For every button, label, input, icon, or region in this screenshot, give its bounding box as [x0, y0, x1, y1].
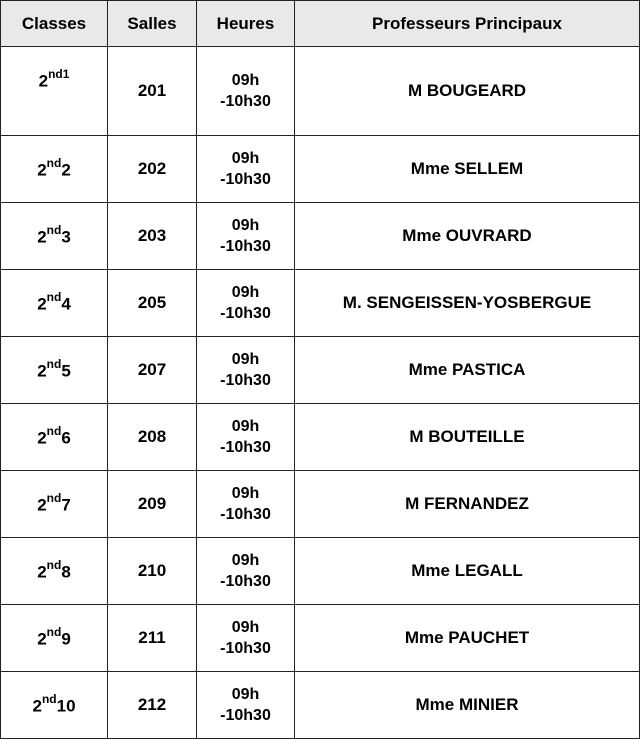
- class-base: 2: [37, 495, 47, 515]
- time-start: 09h: [231, 686, 260, 703]
- time-start: 09h: [231, 150, 260, 167]
- time-end: -10h30: [220, 372, 271, 389]
- table-row: [1, 270, 640, 337]
- class-cell: [1, 203, 108, 270]
- room-cell: 208: [108, 404, 197, 471]
- class-cell: [1, 605, 108, 672]
- class-suffix: nd: [41, 691, 57, 706]
- teacher-cell: Mme PASTICA: [295, 337, 640, 404]
- class-number: 4: [61, 294, 71, 314]
- class-cell: [1, 47, 108, 136]
- class-base: 2: [37, 428, 47, 448]
- class-number: 5: [61, 361, 71, 381]
- class-suffix: nd: [46, 356, 62, 371]
- class-base: 2: [37, 227, 47, 247]
- time-cell: [197, 270, 295, 337]
- room-cell: 212: [108, 672, 197, 739]
- room-cell: 203: [108, 203, 197, 270]
- time-cell: [197, 471, 295, 538]
- class-base: 2: [37, 160, 47, 180]
- time-cell: [197, 672, 295, 739]
- time-end: -10h30: [220, 640, 271, 657]
- table-row: [1, 672, 640, 739]
- class-base: 2: [37, 629, 47, 649]
- time-cell: [197, 203, 295, 270]
- table-row: [1, 337, 640, 404]
- teacher-cell: M. SENGEISSEN-YOSBERGUE: [295, 270, 640, 337]
- time-cell: [197, 47, 295, 136]
- class-suffix: nd: [46, 289, 62, 304]
- time-end: -10h30: [220, 573, 271, 590]
- class-suffix: nd: [46, 155, 62, 170]
- time-start: 09h: [231, 552, 260, 569]
- table-row: [1, 47, 640, 136]
- time-end: -10h30: [220, 506, 271, 523]
- teacher-cell: Mme MINIER: [295, 672, 640, 739]
- header-heures: Heures: [197, 1, 295, 47]
- teacher-cell: M FERNANDEZ: [295, 471, 640, 538]
- teacher-cell: Mme SELLEM: [295, 136, 640, 203]
- class-cell: [1, 270, 108, 337]
- time-cell: [197, 538, 295, 605]
- time-end: -10h30: [220, 305, 271, 322]
- time-end: -10h30: [220, 171, 271, 188]
- class-number: 10: [56, 696, 76, 716]
- class-cell: [1, 672, 108, 739]
- class-base: 2: [38, 71, 49, 91]
- teacher-cell: Mme OUVRARD: [295, 203, 640, 270]
- room-cell: 201: [108, 47, 197, 136]
- room-cell: 209: [108, 471, 197, 538]
- time-start: 09h: [231, 72, 260, 89]
- teacher-cell: Mme LEGALL: [295, 538, 640, 605]
- time-end: -10h30: [220, 93, 271, 110]
- class-suffix: nd: [46, 624, 62, 639]
- room-cell: 211: [108, 605, 197, 672]
- class-number: 6: [61, 428, 71, 448]
- time-cell: [197, 404, 295, 471]
- header-row: [1, 1, 640, 47]
- time-start: 09h: [231, 351, 260, 368]
- class-cell: [1, 404, 108, 471]
- class-cell: [1, 136, 108, 203]
- table-row: [1, 203, 640, 270]
- class-base: 2: [37, 562, 47, 582]
- header-salles: Salles: [108, 1, 197, 47]
- time-start: 09h: [231, 217, 260, 234]
- class-suffix: nd: [46, 222, 62, 237]
- time-start: 09h: [231, 284, 260, 301]
- class-base: 2: [32, 696, 42, 716]
- time-start: 09h: [231, 619, 260, 636]
- class-suffix: nd1: [48, 67, 70, 81]
- class-cell: [1, 471, 108, 538]
- time-cell: [197, 605, 295, 672]
- header-classes: Classes: [1, 1, 108, 47]
- time-start: 09h: [231, 418, 260, 435]
- class-number: 3: [61, 227, 71, 247]
- header-professeurs: Professeurs Principaux: [295, 1, 640, 47]
- time-end: -10h30: [220, 238, 271, 255]
- table-row: [1, 136, 640, 203]
- time-end: -10h30: [220, 707, 271, 724]
- teacher-cell: M BOUGEARD: [295, 47, 640, 136]
- class-suffix: nd: [46, 423, 62, 438]
- time-end: -10h30: [220, 439, 271, 456]
- class-suffix: nd: [46, 557, 62, 572]
- table-row: [1, 471, 640, 538]
- class-number: 9: [61, 629, 71, 649]
- class-number: 7: [61, 495, 71, 515]
- room-cell: 207: [108, 337, 197, 404]
- class-cell: [1, 337, 108, 404]
- class-number: 2: [61, 160, 71, 180]
- table-row: [1, 538, 640, 605]
- table-row: [1, 404, 640, 471]
- teacher-cell: M BOUTEILLE: [295, 404, 640, 471]
- class-suffix: nd: [46, 490, 62, 505]
- time-cell: [197, 136, 295, 203]
- class-base: 2: [37, 294, 47, 314]
- table-row: [1, 605, 640, 672]
- time-start: 09h: [231, 485, 260, 502]
- room-cell: 202: [108, 136, 197, 203]
- room-cell: 210: [108, 538, 197, 605]
- class-number: 8: [61, 562, 71, 582]
- teacher-cell: Mme PAUCHET: [295, 605, 640, 672]
- time-cell: [197, 337, 295, 404]
- class-base: 2: [37, 361, 47, 381]
- room-cell: 205: [108, 270, 197, 337]
- class-cell: [1, 538, 108, 605]
